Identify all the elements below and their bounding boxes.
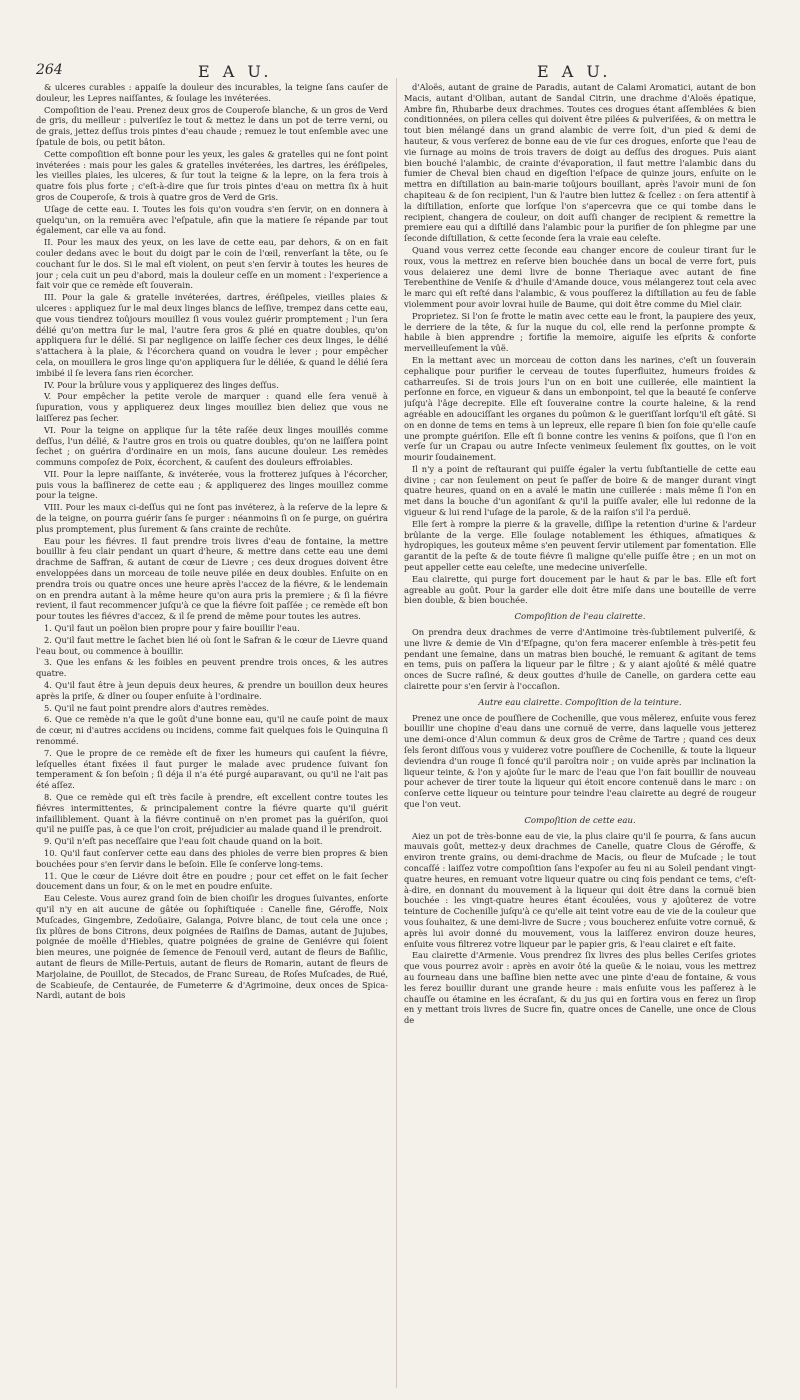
paragraph: Uſage de cette eau. I. Toutes les fois qu'on voudra s'en ſervir, on en donnera à quelqu'un, on la remuëra avec l'eſpatule, afin que la matiere ſe répande par tout également, car elle va au fond. (36, 203, 388, 236)
paragraph: 11. Que le cœur de Liévre doit être en poudre ; pour cet effet on le fait ſecher doucement dans un four, & on le met en poudre enſuite. (36, 870, 388, 892)
paragraph: Eau pour les fiévres. Il faut prendre trois livres d'eau de fontaine, la mettre bouillir à feu clair pendant un quart d'heure, & mettre dans cette eau une demi drachme de Saffran, & autant de cœur de Lievre ; ces deux drogues doivent être enveloppées dans un morceau de toile neuve pilée en deux doubles. Enſuite on en prendra trois ou quatre onces une heure après l'accez de la fiévre, & le lendemain on en prendra autant à la même heure qu'on aura pris la premiere ; & ſi la fiévre revient, il faut recommencer juſqu'à ce que la fiévre ſoit paſſée ; ce remède eſt bon pour toutes les fiévres d'accez, & il ſe prend de même pour toutes les autres. (36, 535, 388, 622)
section-body-cette-eau (404, 831, 756, 1026)
paragraph: En la mettant avec un morceau de cotton dans les narines, c'eſt un ſouverain cephalique pour purifier le cerveau de toutes ſuperfluitez, humeurs froides & catharreuſes. Si de trois jours l'un on en boit une cuillerée, elle maintient la perſonne en force, en vigueur & dans un embonpoint, tel que la beauté ſe conſerve juſqu'à l'âge decrepite. Elle eſt ſouveraine contre la courte haleine, & la rend agréable en adouciſſant les organes du poûmon & le gueriſſant lorſqu'il eſt gâté. Si on en donne de tems en tems à un lepreux, elle repare ſi bien ſon foie qu'elle cauſe une prompte guériſon. Elle eſt ſi bonne contre les venins & poiſons, que ſi l'on en verſe ſur un Crapau ou autre Inſecte venimeux ſeulement ſix gouttes, on le voit mourir ſoudainement. (404, 354, 756, 463)
paragraph: d'Aloës, autant de graine de Paradis, autant de Calami Aromatici, autant de bon Macis, autant d'Oliban, autant de Sandal Citrin, une drachme d'Aloës épatique, Ambre fin, Rhubarbe deux drachmes. Toutes ces drogues étant aſſemblées & bien conditionnées, on pilera celles qui doivent être pilées & pulveriſées, & on mettra le tout bien mélangé dans un grand alambic de verre ſoit, d'un pied & demi de hauteur, & vous verſerez de bonne eau de vie ſur ces drogues, enſorte que l'eau de vie ſurnage au moins de trois travers de doigt au deſſus des drogues. Puis aiant bien bouché l'alambic, de crainte d'évaporation, il faut mettre l'alambic dans du fumier de Cheval bien chaud en digeſtion l'eſpace de quinze jours, enſuite on le mettra en diſtillation au bain-marie toûjours bouillant, après l'avoir muni de ſon chapiteau & de ſon recipient, l'un & l'autre bien luttez & ſcellez : on ſera attentif à la diſtillation, enſorte que lorſque l'on s'apercevra que ce qui tombe dans le recipient, changera de couleur, on doit auſſi changer de recipient & remettre la premiere eau qui a diſtillé dans l'alambic pour la purifier de ſon phlegme par une ſeconde diſtillation, & cette ſeconde ſera la vraie eau celeſte. (404, 82, 756, 244)
paragraph: 9. Qu'il n'eſt pas neceſſaire que l'eau ſoit chaude quand on la boit. (44, 836, 323, 847)
paragraph: 8. Que ce remède qui eſt très facile à prendre, eſt excellent contre toutes les fiévres intermittentes, & principalement contre la fiévre quarte qu'il guérit infailliblement. Quant à la fiévre continuë on n'en promet pas la guériſon, quoi qu'il ne puiſſe pas, à ce que l'on croit, préjudicier au malade quand il le prendroit. (36, 792, 388, 835)
paragraph: 6. Que ce remède n'a que le goût d'une bonne eau, qu'il ne cauſe point de maux de cœur, ni d'autres accidens ou incidens, comme fait quelques fois le Quinquina ſi renommé. (36, 714, 388, 747)
paragraph: Quand vous verrez cette ſeconde eau changer encore de couleur tirant ſur le roux, vous la mettrez en reſerve bien bouchée dans un bocal de verre fort, puis vous delaierez une demi livre de bonne Theriaque avec autant de fine Terebenthine de Veniſe & d'huile d'Amande douce, vous mélangerez tout cela avec le marc qui eſt reſté dans l'alambic, & vous pouſſerez la diſtillation au feu de ſable violemment pour avoir lovrai huile de Baume, qui doit être comme du Miel clair. (404, 244, 756, 309)
paragraph: Il n'y a point de reſtaurant qui puiſſe égaler la vertu ſubſtantielle de cette eau divine ; car non ſeulement on peut ſe paſſer de boire & de manger durant vingt quatre heures, quand on en a avalé le matin une cuillerée : mais même ſi l'on en met dans la bouche d'un agoniſant & qu'il la puiſſe avaler, elle lui redonne de la vigueur & lui rend l'uſage de la parole, & de la raiſon s'il l'a perduë. (404, 463, 756, 518)
paragraph: II. Pour les maux des yeux, on les lave de cette eau, par dehors, & on en fait couler dedans avec le bout du doigt par le coin de l'œil, renverſant la tête, ou ſe couchant ſur le dos. Si le mal eſt violent, on peut s'en ſervir à toutes les heures de jour ; cela cuit un peu d'abord, mais la douleur ceſſe en un moment : l'experience a fait voir que ce remède eſt ſouverain. (36, 237, 388, 291)
right-intro-text (404, 82, 756, 606)
paragraph: Compoſition de l'eau. Prenez deux gros de Couperoſe blanche, & un gros de Verd de gris, du meilleur : pulveriſez le tout & mettez le dans un pot de terre verni, ou de grais, jettez deſſus trois pintes d'eau chaude ; remuez le tout enſemble avec une ſpatule de bois, ou petit bâton. (36, 104, 388, 147)
section-title-teinture: Autre eau clairette. Compoſition de la teinture. (478, 697, 682, 708)
column-divider (396, 78, 397, 1388)
paragraph: 10. Qu'il faut conſerver cette eau dans des phioles de verre bien propres & bien bouchées pour s'en ſervir dans le beſoin. Elle ſe conſerve long-tems. (36, 847, 388, 869)
section-title-cette-eau: Compoſition de cette eau. (524, 815, 636, 826)
section-body-teinture (404, 713, 756, 810)
paragraph: III. Pour la gale & gratelle invéterées, dartres, éréſipeles, vieilles plaies & ulceres : appliquez ſur le mal deux linges blancs de leſſive, trempez dans cette eau, que vous tiendrez toûjours mouillez ſi vous voulez guérir promptement ; l'un ſera délié qu'on mettra ſur le mal, l'autre ſera gros & plié en quatre doubles, qu'on appliquera ſur le délié. Si par negligence on laiſſe ſecher ces deux linges, le délié s'attachera à la plaie, & l'écorchera quand on voudra le lever ; pour empêcher cela, on mouillera le gros linge qu'on appliquera ſur le déliée, & quand le délié ſera imbibé il ſe levera ſans rien écorcher. (36, 292, 388, 378)
left-column (36, 82, 388, 1382)
paragraph: Eau Celeste. Vous aurez grand ſoin de bien choiſir les drogues ſuivantes, enſorte qu'il n'y en ait aucune de gâtée ou ſophiſtiquée : Canelle fine, Géroffe, Noix Muſcades, Gingembre, Zedoüaire, Galanga, Poivre blanc, de tout cela une once ; ſix plûres de bons Citrons, deux poignées de Raiſins de Damas, autant de Jujubes, poignée de moëlle d'Hiebles, quatre poignées de graine de Geniévre qui ſoient bien meures, une poignée de ſemence de Fenouil verd, autant de fleurs de Baſilic, autant de fleurs de Mille-Pertuis, autant de fleurs de Romarin, autant de fleurs de Marjolaine, de Pouillot, de Stecados, de Franc Sureau, de Roſes Muſcades, de Rué, de Scabieuſe, de Centaurée, de Fumeterre & d'Agrimoine, deux onces de Spica-Nardi, autant de bois (36, 893, 388, 1001)
paragraph: Cette compoſition eſt bonne pour les yeux, les gales & gratelles qui ne ſont point invéterées : mais pour les gales & gratelles invéterées, les dartres, les éréſipeles, les vieilles plaies, les ulceres, & ſur tout la teigne & la lepre, on la fera trois à quatre fois plus forte ; c'eſt-à-dire que ſur trois pintes d'eau on mettra ſix à huit gros de Couperoſe, & trois à quatre gros de Verd de Gris. (36, 148, 388, 202)
page-number: 264 (36, 62, 63, 78)
paragraph: 7. Que le propre de ce remède eſt de fixer les humeurs qui cauſent la fiévre, leſquelles étant fixées il faut purger le malade avec prudence ſuivant ſon temperament & ſon beſoin ; ſi déja il n'a été purgé auparavant, ou qu'il ne l'ait pas été aſſez. (36, 747, 388, 791)
paragraph: & ulceres curables : appaiſe la douleur des incurables, la teigne ſans cauſer de douleur, les Lepres naiſſantes, & ſoulage les invéterées. (36, 82, 388, 103)
running-header-right: E A U. (537, 62, 612, 81)
paragraph: IV. Pour la brûlure vous y appliquerez des linges deſſus. (44, 379, 279, 390)
paragraph: Eau clairette d'Armenie. Vous prendrez ſix livres des plus belles Ceriſes griotes que vous pourrez avoir : après en avoir ôté la queüe & le noiau, vous les mettrez au fourneau dans une baſſine bien nette avec une pinte d'eau de fontaine, & vous les ferez bouillir durant une grande heure : mais enſuite vous les paſſerez à le chauſſe ou étamine en les écraſant, & du jus qui en ſortira vous en ferez un ſirop en y mettant trois livres de Sucre fin, quatre onces de Canelle, une once de Clous de (404, 950, 756, 1026)
paragraph: VIII. Pour les maux ci-deſſus qui ne ſont pas invéterez, à la reſerve de la lepre & de la teigne, on pourra guérir ſans ſe purger : néanmoins ſi on ſe purge, on guérira plus promptement, plus ſurement & ſans crainte de rechûte. (36, 502, 388, 534)
paragraph: VI. Pour la teigne on applique ſur la tête raſée deux linges mouillés comme deſſus, l'un délié, & l'autre gros en trois ou quatre doubles, qu'on ne laiſſera point ſechet ; on guérira d'ordinaire en un mois, ſans aucune douleur. Les remèdes communs compoſez de Poix, écorchent, & cauſent des douleurs effroiables. (36, 424, 388, 468)
paragraph: Prenez une once de pouſſiere de Cochenille, que vous mêlerez, enſuite vous ferez bouillir une chopine d'eau dans une cornuë de verre, dans laquelle vous jetterez une demi-once d'Alun commun & deux gros de Crême de Tartre ; quand ces deux ſels ſeront diſſous vous y vuiderez votre pouſſiere de Cochenille, & toute la liqueur deviendra d'un rouge ſi foncé qu'il paroîtra noir ; on vuide après par inclination la liqueur teinte, & l'on y ajoûte ſur le marc de l'eau que l'on fait bouillir de nouveau pour achever de tirer toute la liqueur qui étoit encore contenuë dans le marc : on conſerve cette liqueur ou teinture pour teindre l'eau clairette au degré de rougeur que l'on veut. (404, 712, 756, 809)
paragraph: 4. Qu'il faut être à jeun depuis deux heures, & prendre un bouillon deux heures après la priſe, & dîner ou ſouper enſuite à l'ordinaire. (36, 680, 388, 701)
paragraph: Elle ſert à rompre la pierre & la gravelle, diſſipe la retention d'urine & l'ardeur brûlante de la verge. Elle ſoulage notablement les éthiques, aſmatiques & hydropiques, les gouteux même s'en peuvent ſervir utilement par fomentation. Elle garantit de la peſte & de toute fiévre ſi maligne qu'elle puiſſe être ; en un mot on peut appeller cette eau celeſte, une medecine univerſelle. (404, 518, 756, 573)
paragraph: 3. Que les enfans & les foibles en peuvent prendre trois onces, & les autres quatre. (36, 657, 388, 679)
paragraph: Aiez un pot de très-bonne eau de vie, la plus claire qu'il ſe pourra, & ſans aucun mauvais goût, mettez-y deux drachmes de Canelle, quatre Clous de Géroffe, & environ trente grains, ou demi-drachme de Macis, ou fleur de Muſcade ; le tout concaſſé : laiſſez votre compoſition ſans l'expoſer au feu ni au Soleil pendant vingt-quatre heures, en remuant votre liqueur quatre ou cinq fois pendant ce tems, c'eſt-à-dire, en donnant du mouvement à la liqueur qui doit être dans la cornuë bien bouchée : les vingt-quatre heures étant écoulées, vous y ajoûterez de votre teinture de Cochenille juſqu'à ce qu'elle ait teint votre eau de vie de la couleur que vous ſouhaitez, & une demi-livre de Sucre ; vous boucherez enſuite votre cornuë, & après lui avoir donné du mouvement, vous la laiſſerez environ douze heures, enſuite vous filtrerez votre liqueur par le papier gris, & l'eau clairet e eſt faite. (404, 830, 756, 949)
section-title-composition-clairette: Compoſition de l'eau clairette. (514, 612, 646, 623)
paragraph: 5. Qu'il ne faut point prendre alors d'autres remèdes. (44, 702, 269, 713)
section-body-composition-clairette (404, 627, 756, 692)
paragraph: Proprietez. Si l'on ſe frotte le matin avec cette eau le front, la paupiere des yeux, le derriere de la tête, & ſur la nuque du col, elle rend la perſonne prompte & habile à bien apprendre ; fortifie la memoire, aiguiſe les eſprits & conforte merveilleuſement la vûë. (404, 310, 756, 354)
paragraph: VII. Pour la lepre naiſſante, & invéterée, vous la frotterez juſques à l'écorcher, puis vous la baſſinerez de cette eau ; & appliquerez des linges mouillez comme pour la teigne. (36, 468, 388, 501)
paragraph: V. Pour empêcher la petite verole de marquer : quand elle ſera venuë à ſupuration, vous y appliquerez deux linges mouillez bien deliez que vous ne laiſſerez pas ſecher. (36, 391, 388, 423)
paragraph: Eau clairette, qui purge fort doucement par le haut & par le bas. Elle eſt fort agreable au goût. Pour la garder elle doit être miſe dans une bouteille de verre bien double, & bien bouchée. (404, 573, 756, 606)
running-header-left: E A U. (198, 62, 273, 81)
paragraph: On prendra deux drachmes de verre d'Antimoine très-ſubtilement pulveriſé, & une livre & demie de Vin d'Eſpagne, qu'on fera macerer enſemble à très-petit feu pendant une ſemaine, dans un matras bien bouché, le remuant & agitant de tems en tems, puis on paſſera la liqueur par le filtre ; & y aiant ajoûté & mêlé quatre onces de Sucre raſiné, & deux gouttes d'huile de Canelle, on gardera cette eau clairette pour s'en ſervir à l'occaſion. (404, 627, 756, 692)
paragraph: 1. Qu'il faut un poëlon bien propre pour y faire bouillir l'eau. (44, 623, 300, 634)
right-column (404, 82, 756, 1382)
paragraph: 2. Qu'il faut mettre le ſachet bien lié où ſont le Safran & le cœur de Lievre quand l'eau bout, ou commence à bouillir. (36, 634, 388, 656)
